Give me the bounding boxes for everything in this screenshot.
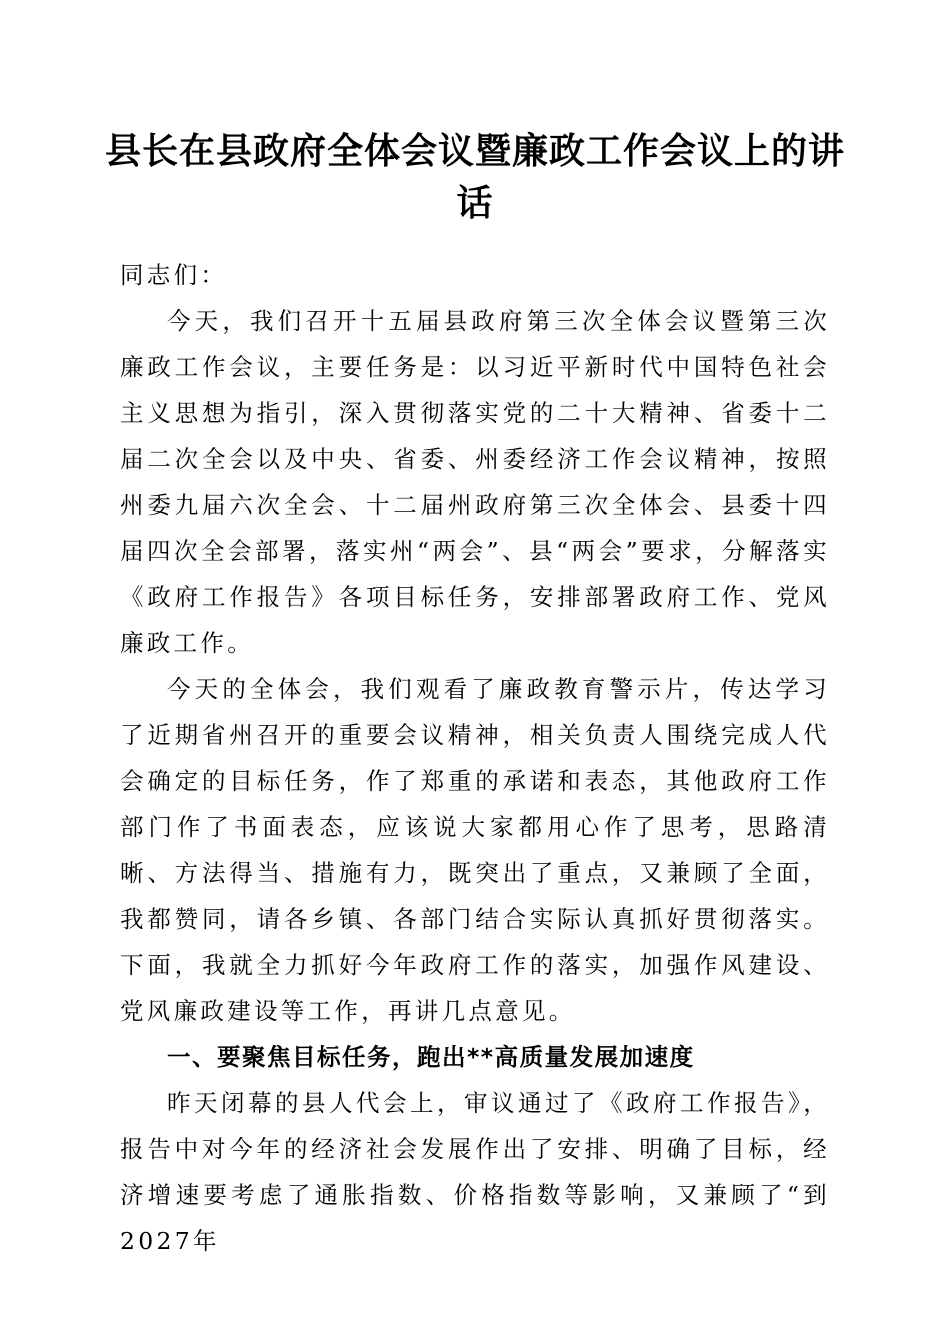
section-heading-1: 一、要聚焦目标任务，跑出**高质量发展加速度 (167, 1043, 695, 1071)
paragraph-2: 今天的全体会，我们观看了廉政教育警示片，传达学习了近期省州召开的重要会议精神，相关负责人围绕完成人代会确定的目标任务，作了郑重的承诺和表态，其他政府工作部门作了书面表态，应该说大家都用心作了思考，思路清晰、方法得当、措施有力，既突出了重点，又兼顾了全面，我都赞同，请各乡镇、各部门结合实际认真抓好贯彻落实。下面，我就全力抓好今年政府工作的落实，加强作风建设、党风廉政建设等工作，再讲几点意见。 (120, 675, 830, 1025)
document-title: 县长在县政府全体会议暨廉政工作会议上的讲话 (104, 131, 845, 224)
document-body (120, 252, 830, 1264)
paragraph-3: 昨天闭幕的县人代会上，审议通过了《政府工作报告》，报告中对今年的经济社会发展作出了安排、明确了目标，经济增速要考虑了通胀指数、价格指数等影响，又兼顾了“到2027年 (120, 1089, 830, 1255)
paragraph-1: 今天，我们召开十五届县政府第三次全体会议暨第三次廉政工作会议，主要任务是：以习近平新时代中国特色社会主义思想为指引，深入贯彻落实党的二十大精神、省委十二届二次全会以及中央、省委、州委经济工作会议精神，按照州委九届六次全会、十二届州政府第三次全体会、县委十四届四次全会部署，落实州“两会”、县“两会”要求，分解落实《政府工作报告》各项目标任务，安排部署政府工作、党风廉政工作。 (120, 307, 830, 657)
salutation: 同志们： (120, 261, 228, 289)
